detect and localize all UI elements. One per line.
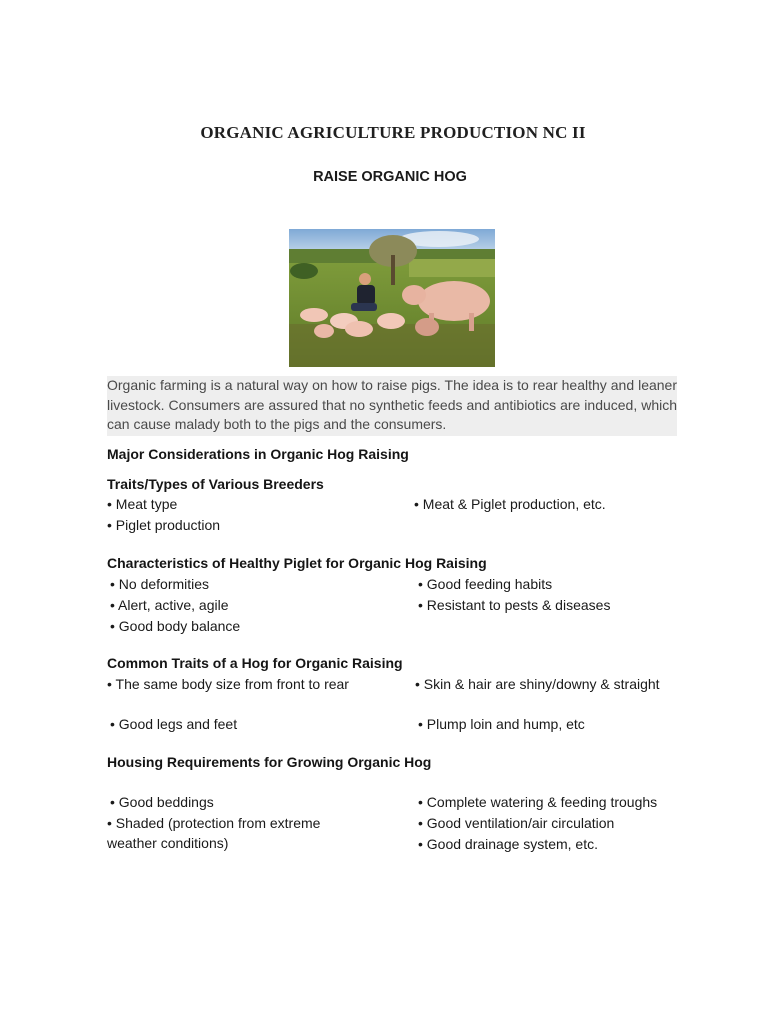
document-title: ORGANIC AGRICULTURE PRODUCTION NC II: [200, 123, 586, 142]
hog-traits-heading: Common Traits of a Hog for Organic Raising: [107, 655, 403, 671]
list-item: • Good legs and feet: [110, 716, 238, 732]
list-item: • Shaded (protection from extreme weather conditions): [107, 815, 321, 851]
list-item: • No deformities: [110, 576, 210, 592]
piglet-heading: Characteristics of Healthy Piglet for Organic Hog Raising: [107, 555, 487, 571]
intro-paragraph: Organic farming is a natural way on how to raise pigs. The idea is to rear healthy and leaner livestock. Consumers are assured that no synthetic feeds and antibiotics are induced, which can cause malady both to the pigs and the consumers.: [107, 376, 677, 436]
major-considerations-heading: Major Considerations in Organic Hog Raising: [107, 446, 409, 462]
list-item: • Good drainage system, etc.: [418, 836, 598, 852]
list-item: • Piglet production: [107, 517, 221, 533]
list-item: • Alert, active, agile: [110, 597, 229, 613]
list-item: • Good feeding habits: [418, 576, 553, 592]
list-item: • Meat type: [107, 496, 178, 512]
housing-heading: Housing Requirements for Growing Organic Hog: [107, 754, 432, 770]
document-subtitle: RAISE ORGANIC HOG: [313, 169, 467, 185]
list-item: • Good body balance: [110, 618, 241, 634]
list-item: • Meat & Piglet production, etc.: [414, 496, 606, 512]
breeders-heading: Traits/Types of Various Breeders: [107, 476, 324, 492]
list-item: • Good beddings: [110, 794, 214, 810]
farmer-with-pigs-photo: [289, 229, 495, 367]
list-item: • The same body size from front to rear: [107, 676, 349, 692]
list-item: • Complete watering & feeding troughs: [418, 794, 658, 810]
list-item: • Good ventilation/air circulation: [418, 815, 615, 831]
list-item: • Resistant to pests & diseases: [418, 597, 611, 613]
list-item: • Skin & hair are shiny/downy & straight: [415, 676, 660, 692]
list-item: • Plump loin and hump, etc: [418, 716, 585, 732]
